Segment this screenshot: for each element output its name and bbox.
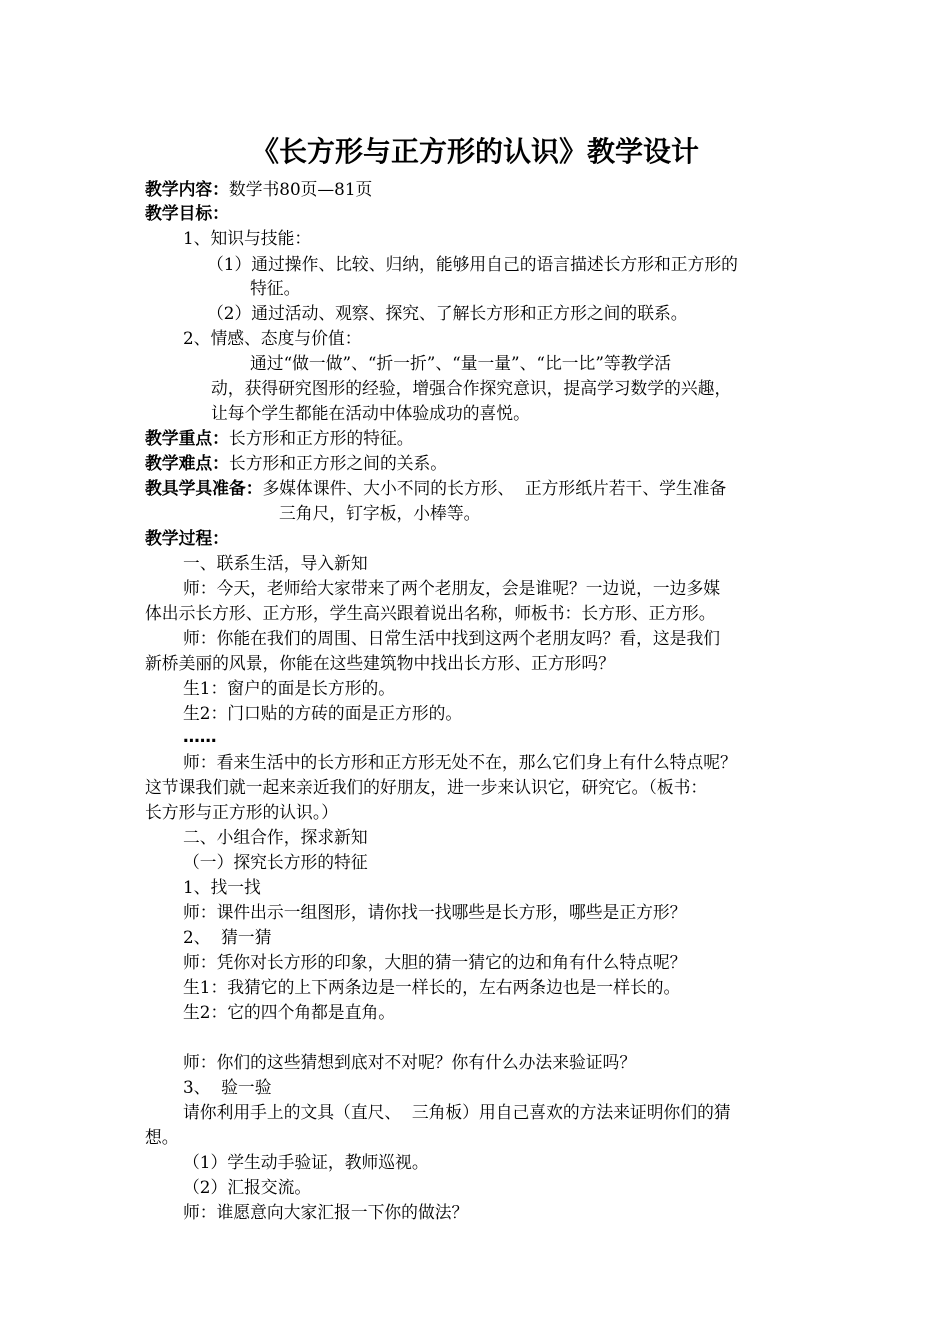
goals-knowledge: 1、知识与技能： <box>183 228 312 248</box>
process-line: 师：课件出示一组图形，请你找一找哪些是长方形，哪些是正方形？ <box>183 902 687 922</box>
document-title: 《长方形与正方形的认识》教学设计 <box>250 135 699 168</box>
process-line: 生1：窗户的面是长方形的。 <box>183 678 396 698</box>
process-line: …… <box>183 726 217 746</box>
process-line: 一、联系生活，导入新知 <box>183 553 368 573</box>
goals-emotion: 2、情感、态度与价值： <box>183 328 362 348</box>
process-line: 请你利用手上的文具（直尺、 三角板）用自己喜欢的方法来证明你们的猜 <box>183 1102 731 1122</box>
content-label: 教学内容： <box>145 179 229 199</box>
process-line: 师：你能在我们的周围、日常生活中找到这两个老朋友吗？看，这是我们 <box>183 628 721 648</box>
goals-k1-b: 特征。 <box>250 278 301 298</box>
process-line: 师：今天，老师给大家带来了两个老朋友，会是谁呢？一边说，一边多媒 <box>183 578 721 598</box>
goals-k1-a: （1）通过操作、比较、归纳，能够用自己的语言描述长方形和正方形的 <box>207 254 738 274</box>
process-line: 这节课我们就一起来亲近我们的好朋友，进一步来认识它，研究它。（板书： <box>145 777 708 797</box>
key-line <box>145 426 414 450</box>
tools-value-a: 多媒体课件、大小不同的长方形、 正方形纸片若干、学生准备 <box>262 478 727 498</box>
process-line: （2）汇报交流。 <box>183 1177 312 1197</box>
goals-e-a: 通过“做一做”、“折一折”、“量一量”、“比一比”等教学活 <box>250 353 672 373</box>
process-line: 3、 验一验 <box>183 1077 272 1097</box>
process-line: 生1：我猜它的上下两条边是一样长的，左右两条边也是一样长的。 <box>183 977 681 997</box>
key-label: 教学重点： <box>145 428 229 448</box>
content-value: 数学书80页—81页 <box>228 179 373 199</box>
process-line: 2、 猜一猜 <box>183 927 272 947</box>
content-line <box>145 177 372 201</box>
process-line: 新桥美丽的风景，你能在这些建筑物中找出长方形、正方形吗？ <box>145 653 615 673</box>
process-line: 师：你们的这些猜想到底对不对呢？你有什么办法来验证吗？ <box>183 1052 637 1072</box>
process-line: 师：凭你对长方形的印象，大胆的猜一猜它的边和角有什么特点呢？ <box>183 952 687 972</box>
difficulty-value: 长方形和正方形之间的关系。 <box>228 453 448 473</box>
goals-k2: （2）通过活动、观察、探究、了解长方形和正方形之间的联系。 <box>207 303 688 323</box>
process-line: 生2：门口贴的方砖的面是正方形的。 <box>183 703 463 723</box>
process-line: 师：谁愿意向大家汇报一下你的做法？ <box>183 1202 469 1222</box>
goals-e-b: 动，获得研究图形的经验，增强合作探究意识，提高学习数学的兴趣， <box>211 378 732 398</box>
tools-line <box>145 476 726 500</box>
process-line: （一）探究长方形的特征 <box>183 852 368 872</box>
difficulty-line <box>145 451 447 475</box>
process-line: 师：看来生活中的长方形和正方形无处不在，那么它们身上有什么特点呢？ <box>183 752 737 772</box>
process-line: 生2：它的四个角都是直角。 <box>183 1002 396 1022</box>
process-line: 长方形与正方形的认识。） <box>145 802 338 822</box>
process-line: 体出示长方形、正方形，学生高兴跟着说出名称，师板书：长方形、正方形。 <box>145 603 716 623</box>
process-line: 想。 <box>145 1127 179 1147</box>
process-line: 1、找一找 <box>183 877 261 897</box>
process-line: （1）学生动手验证，教师巡视。 <box>183 1152 429 1172</box>
tools-value-b: 三角尺，钉字板，小棒等。 <box>279 503 481 523</box>
key-value: 长方形和正方形的特征。 <box>228 428 414 448</box>
process-label: 教学过程： <box>145 528 229 548</box>
goals-label: 教学目标： <box>145 203 229 223</box>
tools-label: 教具学具准备： <box>145 478 263 498</box>
goals-e-c: 让每个学生都能在活动中体验成功的喜悦。 <box>211 403 530 423</box>
process-line: 二、小组合作，探求新知 <box>183 827 368 847</box>
difficulty-label: 教学难点： <box>145 453 229 473</box>
